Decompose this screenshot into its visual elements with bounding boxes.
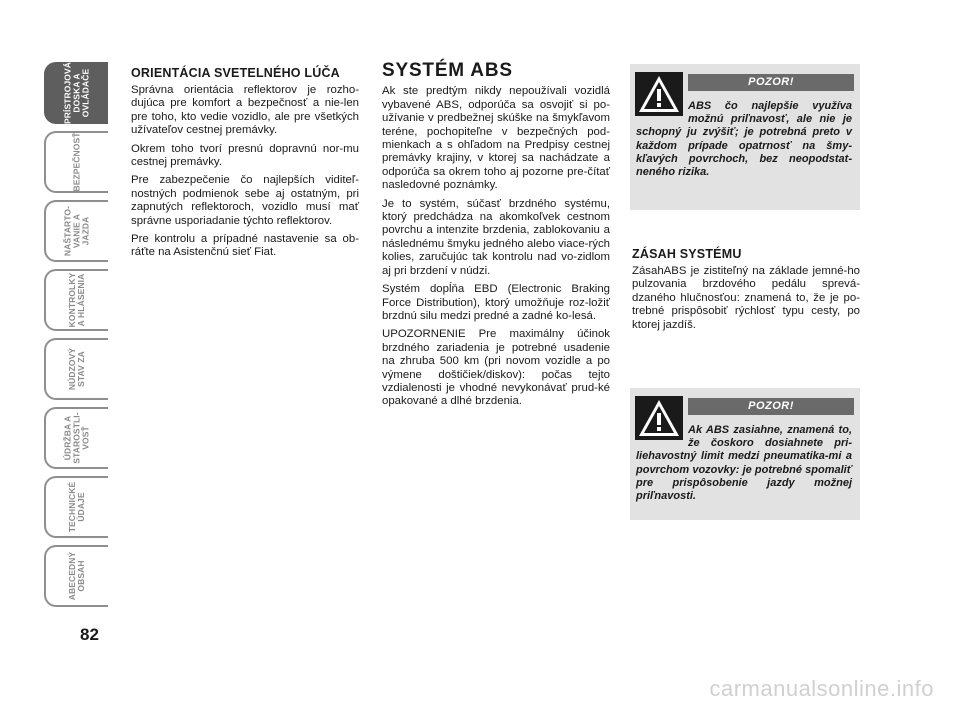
tab-kontrolky[interactable] bbox=[44, 269, 108, 331]
warning-text: Ak ABS zasiahne, znamená to, že čoskoro dosiahnete pri-liehavostný limit medzi pneumatika-mi a povrchom vozovky: je potrebné spomaliť pre prispôsobenie jazdy možnej priľnavosti. bbox=[636, 424, 852, 503]
tab-label: KONTROLKY A HLÁSENIA bbox=[67, 272, 86, 328]
section-heading: ZÁSAH SYSTÉMU bbox=[632, 247, 742, 261]
tab-pristrojova-doska[interactable] bbox=[44, 62, 108, 124]
tab-label: NÚDZOVÝ STAV ZA bbox=[67, 347, 86, 391]
warning-triangle-svg bbox=[635, 396, 683, 440]
tab-nudzovy-stav[interactable] bbox=[44, 338, 108, 400]
tab-udrzba[interactable] bbox=[44, 407, 108, 469]
tab-nastartovanie[interactable] bbox=[44, 200, 108, 262]
tab-label: BEZPEČNOSŤ bbox=[71, 132, 82, 192]
page-title: SYSTÉM ABS bbox=[382, 60, 513, 81]
warning-triangle-icon bbox=[635, 72, 683, 116]
section-abs-system bbox=[382, 60, 610, 414]
warning-header: POZOR! bbox=[688, 74, 854, 91]
section-headlight-alignment bbox=[131, 66, 359, 265]
paragraph: ZásahABS je zistiteľný na základe jemné-ho pulzovania brzdového pedálu sprevá-dzaného hlučnosťou: znamená to, že je po-trebné prispôsobiť rýchlosť typu cesty, po ktorej jazdíš. bbox=[632, 265, 860, 331]
paragraph: Pre zabezpečenie čo najlepších viditeľ-nostných podmienok sebe aj ostatným, pri zapnutých reflektoroch, vozidlo musí mať správne usporiadanie týchto reflektorov. bbox=[131, 174, 359, 227]
warning-header: POZOR! bbox=[688, 398, 854, 415]
tab-label: NAŠTARTO- VANIE A JAZDA bbox=[62, 205, 91, 257]
warning-box bbox=[630, 64, 860, 210]
chapter-tabs bbox=[44, 62, 108, 614]
tab-label: TECHNICKÉ ÚDAJE bbox=[67, 481, 86, 533]
paragraph: Správna orientácia reflektorov je rozho-dujúca pre komfort a bezpečnosť a nie-len pre toho, kto vedie vozidlo, ale pre všetkých užívateľov cestnej premávky. bbox=[131, 84, 359, 137]
tab-label: PRÍSTROJOVÁ DOSKA A OVLÁDAČE bbox=[62, 61, 91, 124]
tab-technicke-udaje[interactable] bbox=[44, 476, 108, 538]
section-heading: ORIENTÁCIA SVETELNÉHO LÚČA bbox=[131, 66, 340, 80]
page-number: 82 bbox=[80, 625, 99, 644]
paragraph: Systém dopĺňa EBD (Electronic Braking Force Distribution), ktorý umožňuje roz-ložiť brzdnú silu medzi predné a zadné ko-lesá. bbox=[382, 283, 610, 322]
paragraph: Je to systém, súčasť brzdného systému, ktorý predchádza na akomkoľvek cestnom povrchu a intenzite brzdenia, zablokovaniu a následnému šmyku jedného alebo viace-rých kolies, zaručujúc tak kontrolu nad vo-zidlom aj pri brzdení v núdzi. bbox=[382, 197, 610, 277]
paragraph: Okrem toho tvorí presnú dopravnú nor-mu cestnej premávky. bbox=[131, 142, 359, 169]
warning-text: ABS čo najlepšie využíva možnú priľnavosť, ale nie je schopný ju zvýšiť; je potrebná preto v každom prípade opatrnosť na šmy-kľavých povrchoch, bez neopodstat-neného rizika. bbox=[636, 100, 852, 179]
watermark-url: carmanualsonline.info bbox=[709, 676, 934, 701]
warning-triangle-icon bbox=[635, 396, 683, 440]
warning-box bbox=[630, 388, 860, 520]
tab-bezpecnost[interactable] bbox=[44, 131, 108, 193]
warning-triangle-svg bbox=[635, 72, 683, 116]
paragraph: Ak ste predtým nikdy nepoužívali vozidlá vybavené ABS, odporúča sa osvojiť si po-užívanie v predbežnej skúške na šmykľavom teréne, pochopiteľne v bezpečných pod-mienkach a s ohľadom na Predpisy cestnej premávky krajiny, v ktorej sa nachádzate a odporúča sa okrem toho aj pozorne pre-čítať nasledovné poznámky. bbox=[382, 85, 610, 192]
tab-label: ÚDRŽBA A STAROSTLI- VOSŤ bbox=[62, 412, 91, 464]
section-system-intervention bbox=[632, 247, 860, 337]
tab-label: ABECEDNÝ OBSAH bbox=[67, 551, 86, 601]
paragraph: Pre kontrolu a prípadné nastavenie sa ob-ráťte na Asistenčnú sieť Fiat. bbox=[131, 233, 359, 259]
tab-abecedny-obsah[interactable] bbox=[44, 545, 108, 607]
paragraph: UPOZORNENIE Pre maximálny účinok brzdného zariadenia je potrebné usadenie na zhruba 500 km (pri novom vozidle a po výmene doštičiek/diskov): počas tejto vzdialenosti je vhodné nevykonávať prud-ké opakované a dlhé brzdenia. bbox=[382, 328, 610, 408]
